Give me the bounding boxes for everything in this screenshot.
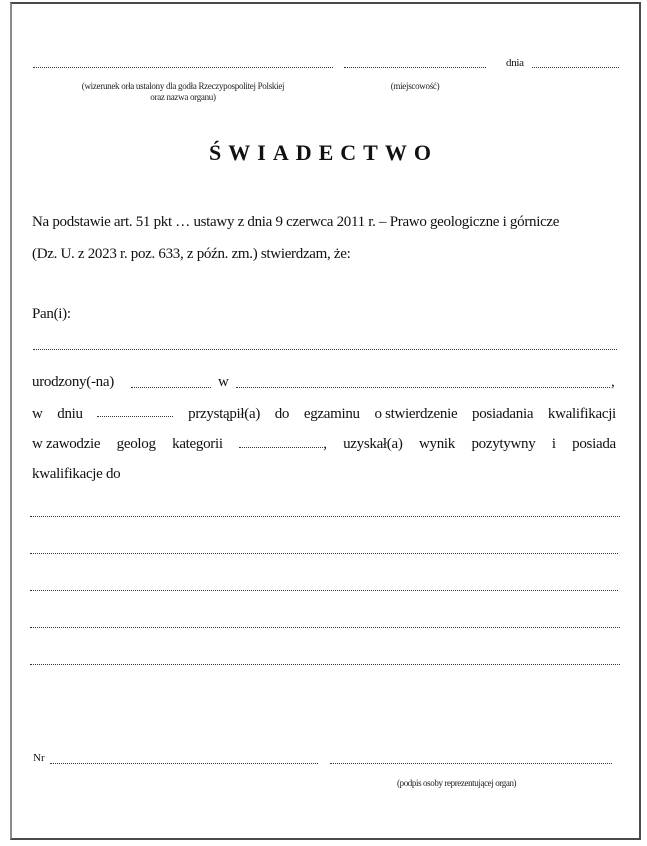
qualification-line-2[interactable] (30, 553, 618, 554)
born-trailing-comma: , (611, 374, 615, 390)
exam-word: kategorii (172, 436, 223, 452)
place-field[interactable] (344, 67, 486, 68)
date-label: dnia (506, 57, 524, 69)
exam-line-1 (32, 406, 616, 423)
emblem-organ-field[interactable] (33, 67, 333, 68)
exam-word: geolog (116, 436, 156, 452)
exam-word: i (551, 436, 556, 452)
person-name-field[interactable] (33, 349, 617, 350)
number-field[interactable] (50, 763, 318, 764)
exam-word: dniu (57, 406, 83, 422)
qualification-line-3[interactable] (30, 590, 618, 591)
intro-line-1: Na podstawie art. 51 pkt … ustawy z dnia 9 czerwca 2011 r. – Prawo geologiczne i górnicze (32, 214, 560, 230)
birth-place-field[interactable] (236, 387, 610, 388)
exam-date-field[interactable] (97, 406, 173, 417)
signature-field[interactable] (330, 763, 612, 764)
person-label: Pan(i): (32, 306, 71, 322)
exam-word: o stwierdzenie (374, 406, 458, 422)
exam-word: uzyskał(a) (343, 436, 403, 452)
document-title: ŚWIADECTWO (209, 140, 438, 165)
category-field-wrap: , (239, 436, 326, 453)
exam-line-2 (32, 436, 616, 453)
exam-word: posiada (572, 436, 616, 452)
emblem-caption-line2: oraz nazwa organu) (150, 92, 216, 102)
category-field[interactable] (239, 437, 323, 448)
exam-word: w zawodzie (32, 436, 101, 452)
exam-word: kwalifikacji (547, 406, 616, 422)
number-label: Nr (33, 752, 45, 764)
exam-word: wynik (418, 436, 455, 452)
exam-word: posiadania (472, 406, 534, 422)
qualification-line-5[interactable] (30, 664, 620, 665)
birth-date-field[interactable] (131, 387, 211, 388)
signature-caption: (podpis osoby reprezentującej organ) (397, 778, 517, 788)
date-field[interactable] (532, 67, 619, 68)
qualification-line-1[interactable] (30, 516, 620, 517)
emblem-caption-line1: (wizerunek orła ustalony dla godła Rzeczypospolitej Polskiej (81, 81, 285, 91)
born-in-label: w (218, 374, 229, 390)
born-label: urodzony(-na) (32, 374, 114, 390)
exam-word: do (274, 406, 290, 422)
qualification-line-4[interactable] (30, 627, 620, 628)
place-caption: (miejscowość) (390, 81, 440, 91)
intro-line-2: (Dz. U. z 2023 r. poz. 633, z późn. zm.) stwierdzam, że: (32, 246, 351, 262)
exam-word: pozytywny (471, 436, 536, 452)
exam-word: przystąpił(a) (188, 406, 261, 422)
exam-word: w (32, 406, 43, 422)
exam-line-3: kwalifikacje do (32, 466, 121, 482)
exam-word: egzaminu (303, 406, 360, 422)
